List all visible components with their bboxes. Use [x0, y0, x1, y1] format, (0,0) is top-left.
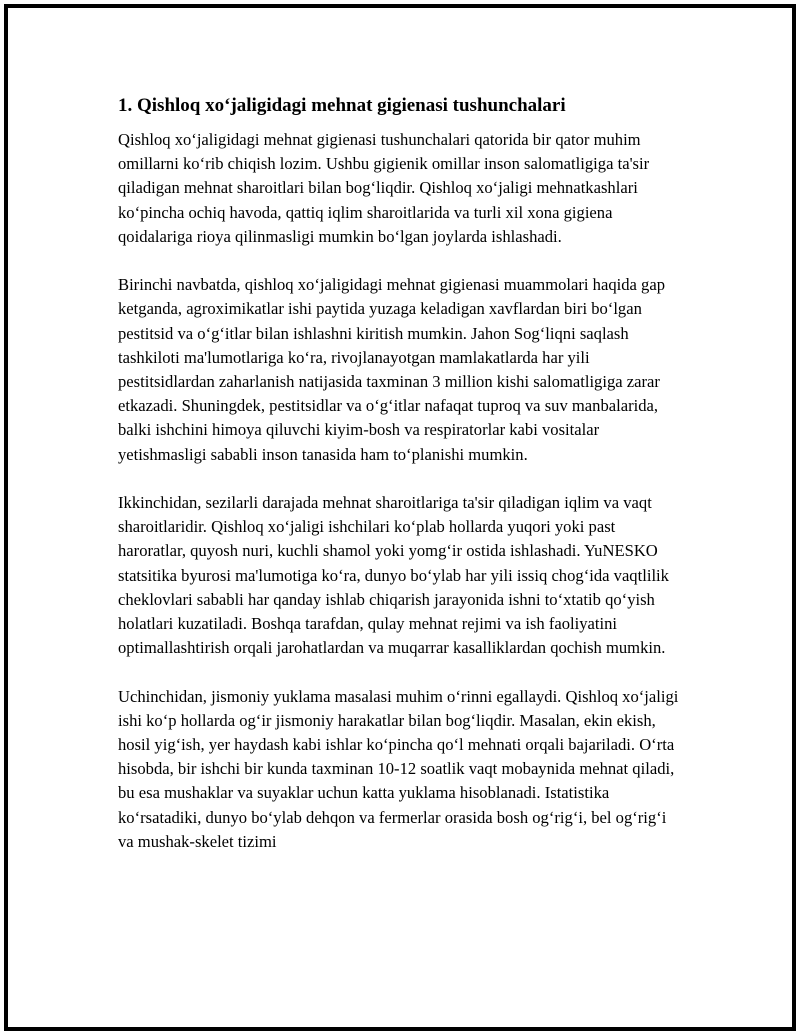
heading-spacer	[118, 120, 684, 128]
paragraph-intro: Qishloq xo‘jaligidagi mehnat gigienasi tushunchalari qatorida bir qator muhim omillarni ko‘rib chiqish lozim. Ushbu gigienik omillar inson salomatligiga ta'sir qiladigan mehnat sharoitlari bilan bog‘liqdir. Qishloq xo‘jaligi mehnatkashlari ko‘pincha ochiq havoda, qattiq iqlim sharoitlarida va turli xil xona gigiena qoidalariga rioya qilinmasligi mumkin bo‘lgan joylarda ishlashadi.	[118, 130, 650, 246]
paragraph-climate: Ikkinchidan, sezilarli darajada mehnat sharoitlariga ta'sir qiladigan iqlim va vaqt sharoitlaridir. Qishloq xo‘jaligi ishchilari ko‘plab hollarda yuqori yoki past haroratlar, quyosh nuri, kuchli shamol yoki yomg‘ir ostida ishlashadi. YuNESKO statsitika byurosi ma'lumotiga ko‘ra, dunyo bo‘ylab har yili issiq chog‘ida vaqtlilik cheklovlari sababli har qanday ishlab chiqarish jarayonida ishni to‘xtatib qo‘yish holatlari kuzatiladi. Boshqa tarafdan, qulay mehnat rejimi va ish faoliyatini optimallashtirish orqali jarohatlardan va muqarrar kasalliklardan qochish mumkin.	[118, 493, 669, 658]
paragraph-pesticides: Birinchi navbatda, qishloq xo‘jaligidagi mehnat gigienasi muammolari haqida gap ketganda, agroximikatlar ishi paytida yuzaga keladigan xavflardan biri bo‘lgan pestitsid va o‘g‘itlar bilan ishlashni kiritish mumkin. Jahon Sog‘liqni saqlash tashkiloti ma'lumotlariga ko‘ra, rivojlanayotgan mamlakatlarda har yili pestitsidlardan zaharlanish natijasida taxminan 3 million kishi salomatligiga zarar etkazadi. Shuningdek, pestitsidlar va o‘g‘itlar nafaqat tuproq va suv manbalarida, balki ishchini himoya qiluvchi kiyim-bosh va respiratorlar kabi vositalar yetishmasligi sababli inson tanasida ham to‘planishi mumkin.	[118, 275, 666, 464]
paragraph-physical-load: Uchinchidan, jismoniy yuklama masalasi muhim o‘rinni egallaydi. Qishloq xo‘jaligi ishi ko‘p hollarda og‘ir jismoniy harakatlar bilan bog‘liqdir. Masalan, ekin ekish, hosil yig‘ish, yer haydash kabi ishlar ko‘pincha qo‘l mehnati orqali bajariladi. O‘rta hisobda, bir ishchi bir kunda taxminan 10-12 soatlik vaqt mobaynida mehnat qiladi, bu esa mushaklar va suyaklar uchun katta yuklama hisoblanadi. Istatistika ko‘rsatadiki, dunyo bo‘ylab dehqon va fermerlar orasida bosh og‘rig‘i, bel og‘rig‘i va mushak-skelet tizimi	[118, 686, 679, 851]
document-body	[118, 92, 684, 854]
section-heading: 1. Qishloq xo‘jaligidagi mehnat gigienasi tushunchalari	[118, 95, 566, 116]
